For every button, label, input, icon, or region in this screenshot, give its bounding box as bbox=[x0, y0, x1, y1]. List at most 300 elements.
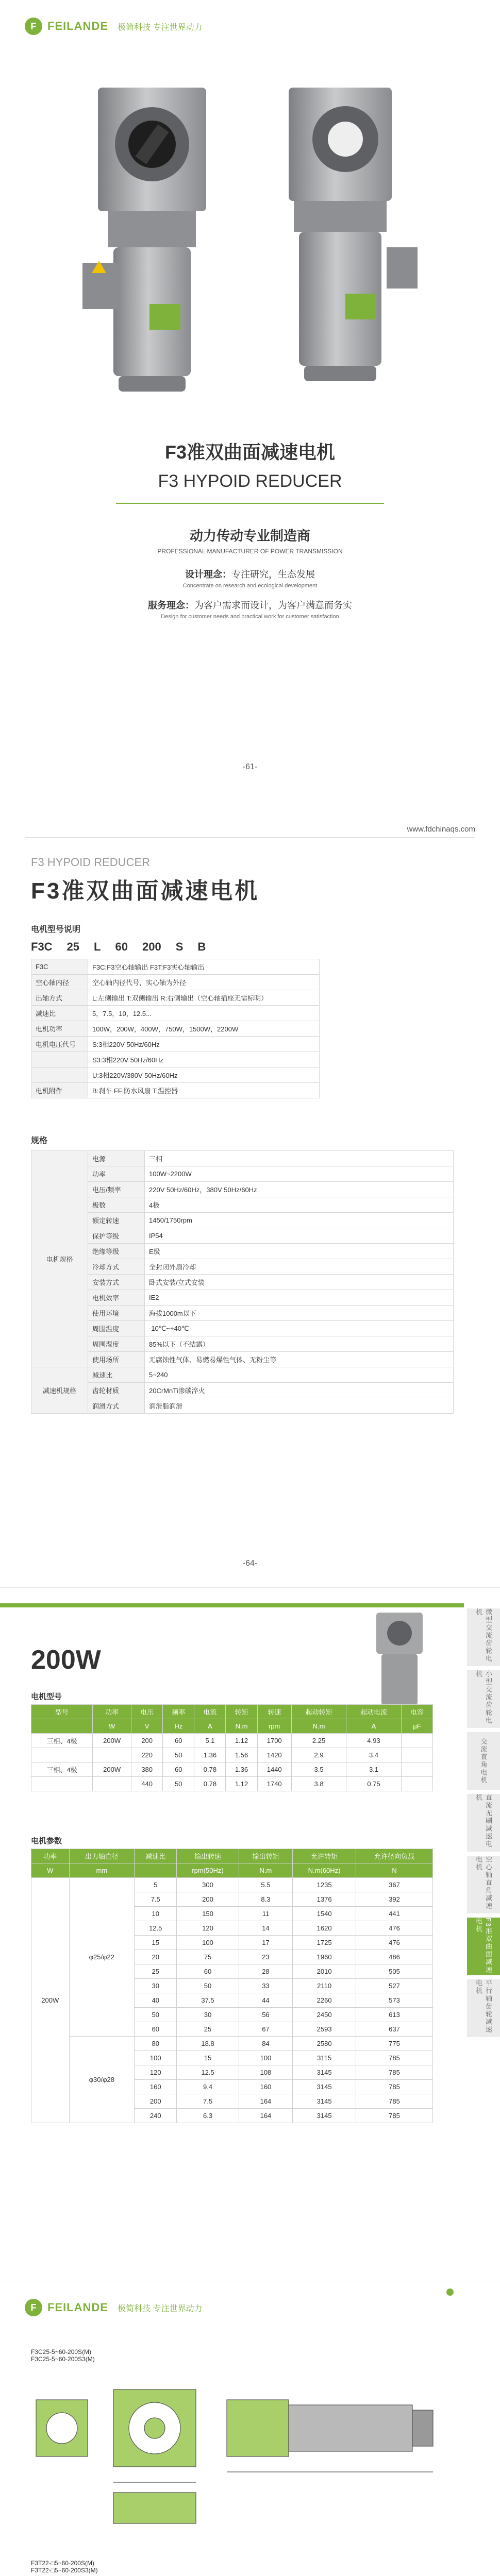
rating-cell: 60 bbox=[177, 1964, 239, 1979]
spec-row bbox=[31, 1306, 454, 1321]
side-tab-0[interactable]: 微型交流齿轮电机 bbox=[467, 1608, 500, 1666]
model-cell: 3.5 bbox=[291, 1762, 346, 1777]
model-col-unit: Hz bbox=[163, 1719, 194, 1734]
model-row bbox=[31, 1748, 433, 1762]
spec-row bbox=[31, 1259, 454, 1275]
spec-key: 润滑方式 bbox=[88, 1398, 145, 1414]
rating-cell: 30 bbox=[135, 1979, 177, 1993]
rating-cell: 28 bbox=[239, 1964, 292, 1979]
model-col-header: 转矩 bbox=[226, 1705, 257, 1719]
rating-cell: 775 bbox=[356, 2037, 433, 2051]
rating-cell: 5 bbox=[135, 1878, 177, 1892]
model-cell: 1.12 bbox=[226, 1777, 257, 1791]
rating-cell: 12.5 bbox=[135, 1921, 177, 1936]
rating-cell: 573 bbox=[356, 1993, 433, 2008]
model-cell bbox=[401, 1734, 432, 1748]
motor-right bbox=[289, 88, 418, 381]
model-cell: 1.36 bbox=[194, 1748, 226, 1762]
rating-cell: 486 bbox=[356, 1950, 433, 1964]
rating-cell: 67 bbox=[239, 2022, 292, 2037]
model-part: S bbox=[175, 940, 184, 953]
top-bar bbox=[0, 1603, 464, 1607]
service-key: 服务理念： bbox=[148, 600, 194, 611]
rating-cell: 200 bbox=[177, 1892, 239, 1907]
rating-cell: 2593 bbox=[293, 2022, 356, 2037]
rating-table bbox=[31, 1849, 433, 2123]
rating-cell: 120 bbox=[135, 2065, 177, 2080]
model-col-header: 型号 bbox=[31, 1705, 93, 1719]
spec-row bbox=[31, 1398, 454, 1414]
rating-col-header: 出力轴直径 bbox=[69, 1849, 135, 1863]
rating-cell: 108 bbox=[239, 2065, 292, 2080]
naming-desc: B:刹车 FF:防水风扇 T:温控器 bbox=[88, 1083, 320, 1098]
spec-row bbox=[31, 1244, 454, 1259]
drawing-page-1 bbox=[0, 2281, 500, 2576]
rating-shaft: φ30/φ28 bbox=[69, 2037, 135, 2123]
model-cell: 220 bbox=[131, 1748, 163, 1762]
naming-row bbox=[31, 1021, 320, 1037]
model-cell: 3.1 bbox=[346, 1762, 402, 1777]
naming-desc: 5，7.5，10，12.5... bbox=[88, 1006, 320, 1021]
naming-key: 空心轴内径 bbox=[31, 975, 88, 990]
rating-cell: 613 bbox=[356, 2008, 433, 2022]
spec-value: 海拔1000m以下 bbox=[145, 1306, 454, 1321]
page-title: F3准双曲面减速电机 bbox=[31, 878, 260, 904]
service-value: 为客户需求而设计，为客户满意而务实 bbox=[194, 600, 352, 611]
model-col-header: 功率 bbox=[93, 1705, 131, 1719]
rating-cell: 637 bbox=[356, 2022, 433, 2037]
rating-col-unit: W bbox=[31, 1863, 70, 1878]
spec-key: 电压/频率 bbox=[88, 1182, 145, 1197]
model-cell: 2.9 bbox=[291, 1748, 346, 1762]
model-cell: 200W bbox=[93, 1762, 131, 1777]
rating-cell: 80 bbox=[135, 2037, 177, 2051]
model-cell: 0.78 bbox=[194, 1777, 226, 1791]
naming-row bbox=[31, 1037, 320, 1052]
model-cell: 3.8 bbox=[291, 1777, 346, 1791]
spec-value: 220V 50Hz/60Hz，380V 50Hz/60Hz bbox=[145, 1182, 454, 1197]
brand-logo-icon: F bbox=[25, 2299, 42, 2316]
rating-page bbox=[0, 1588, 500, 2281]
side-tab-5[interactable]: F3准双曲面减速电机 bbox=[467, 1918, 500, 1975]
spec-key: 电机效率 bbox=[88, 1290, 145, 1306]
spec-value: 100W~2200W bbox=[145, 1166, 454, 1182]
naming-row bbox=[31, 1083, 320, 1098]
spec-row bbox=[31, 1383, 454, 1398]
rating-cell: 785 bbox=[356, 2051, 433, 2065]
rating-shaft: φ25/φ22 bbox=[69, 1878, 135, 2037]
model-cell: 0.75 bbox=[346, 1777, 402, 1791]
spec-key: 极数 bbox=[88, 1197, 145, 1213]
side-tab-1[interactable]: 小型交流齿轮电机 bbox=[467, 1670, 500, 1728]
drawing-1-model-b: F3C25-5~60-200S3(M) bbox=[31, 2355, 95, 2363]
rating-cell: 476 bbox=[356, 1936, 433, 1950]
rating-cell: 100 bbox=[177, 1936, 239, 1950]
motor-thumbnail bbox=[361, 1608, 438, 1711]
model-cell: 1700 bbox=[257, 1734, 291, 1748]
rating-col-unit: rpm(50Hz) bbox=[177, 1863, 239, 1878]
spec-row bbox=[31, 1275, 454, 1290]
naming-row bbox=[31, 990, 320, 1006]
rating-cell: 3145 bbox=[293, 2094, 356, 2109]
power-title: 200W bbox=[31, 1645, 101, 1675]
spec-row bbox=[31, 1213, 454, 1228]
rating-cell: 441 bbox=[356, 1907, 433, 1921]
spec-row bbox=[31, 1367, 454, 1383]
rating-col-header: 允许径向负载 bbox=[356, 1849, 433, 1863]
rating-cell: 50 bbox=[177, 1979, 239, 1993]
spec-value: 85%以下（不结露） bbox=[145, 1336, 454, 1352]
model-col-header: 起动转矩 bbox=[291, 1705, 346, 1719]
model-cell: 0.78 bbox=[194, 1762, 226, 1777]
spec-key: 安装方式 bbox=[88, 1275, 145, 1290]
rating-cell: 17 bbox=[239, 1936, 292, 1950]
website-url[interactable]: www.fdchinaqs.com bbox=[407, 825, 475, 834]
model-col-header: 电压 bbox=[131, 1705, 163, 1719]
spec-value: 全封闭外扇冷却 bbox=[145, 1259, 454, 1275]
naming-row bbox=[31, 959, 320, 975]
motor-product-image bbox=[57, 77, 438, 407]
rating-cell: 2260 bbox=[293, 1993, 356, 2008]
rating-cell: 10 bbox=[135, 1907, 177, 1921]
spec-label: 规格 bbox=[31, 1137, 48, 1145]
model-cell bbox=[93, 1748, 131, 1762]
cover-title-block bbox=[0, 438, 500, 504]
service-en: Design for customer needs and practical work for customer satisfaction bbox=[161, 614, 339, 620]
rating-cell: 2450 bbox=[293, 2008, 356, 2022]
naming-key: 减速比 bbox=[31, 1006, 88, 1021]
brand-header bbox=[25, 18, 202, 35]
spec-value: IP54 bbox=[145, 1228, 454, 1244]
naming-key: 电机附件 bbox=[31, 1083, 88, 1098]
model-col-header: 电流 bbox=[194, 1705, 226, 1719]
spec-value: 无腐蚀性气体、易燃易爆性气体、无粉尘等 bbox=[145, 1352, 454, 1367]
brand-header bbox=[25, 2299, 202, 2316]
title-divider bbox=[116, 503, 384, 504]
design-en: Concentrate on research and ecological development bbox=[182, 583, 318, 589]
brand-slogan: 极简科技 专注世界动力 bbox=[118, 23, 203, 32]
model-cell: 3.4 bbox=[346, 1748, 402, 1762]
naming-desc: L:左侧输出 T:双侧输出 R:右侧输出（空心轴插座无需标明） bbox=[88, 990, 320, 1006]
rating-cell: 14 bbox=[239, 1921, 292, 1936]
rating-cell: 785 bbox=[356, 2094, 433, 2109]
rating-cell: 100 bbox=[239, 2051, 292, 2065]
side-tab-6[interactable]: 平行轴齿轮减速电机 bbox=[467, 1979, 500, 2037]
spec-value: 润滑脂润滑 bbox=[145, 1398, 454, 1414]
side-tab-2[interactable]: 交流直角电机 bbox=[467, 1732, 500, 1790]
spec-row bbox=[31, 1228, 454, 1244]
rating-cell: 3145 bbox=[293, 2109, 356, 2123]
rating-cell: 300 bbox=[177, 1878, 239, 1892]
spec-value: 5~240 bbox=[145, 1367, 454, 1383]
spec-value: 4极 bbox=[145, 1197, 454, 1213]
model-cell: 60 bbox=[163, 1762, 194, 1777]
rating-cell: 8.3 bbox=[239, 1892, 292, 1907]
cover-title-en: F3 HYPOID REDUCER bbox=[158, 471, 342, 491]
spec-key: 绝缘等级 bbox=[88, 1244, 145, 1259]
model-head-row bbox=[31, 1705, 433, 1719]
naming-row bbox=[31, 975, 320, 990]
model-cell bbox=[31, 1777, 93, 1791]
side-tabs bbox=[467, 1608, 500, 2037]
rating-cell: 44 bbox=[239, 1993, 292, 2008]
model-cell bbox=[401, 1748, 432, 1762]
rating-cell: 9.4 bbox=[177, 2080, 239, 2094]
model-part: 25 bbox=[66, 940, 80, 953]
rating-cell: 3145 bbox=[293, 2065, 356, 2080]
rating-cell: 240 bbox=[135, 2109, 177, 2123]
model-col-header: 电容 bbox=[401, 1705, 432, 1719]
rating-cell: 50 bbox=[135, 2008, 177, 2022]
design-value: 专注研究，生态发展 bbox=[231, 569, 315, 580]
naming-row bbox=[31, 1052, 320, 1067]
eyebrow-en: F3 HYPOID REDUCER bbox=[31, 856, 151, 869]
spec-row bbox=[31, 1321, 454, 1336]
rating-cell: 392 bbox=[356, 1892, 433, 1907]
brand-slogan: 极简科技 专注世界动力 bbox=[118, 2304, 203, 2313]
rating-col-unit: N.m(60Hz) bbox=[293, 1863, 356, 1878]
model-cell: 50 bbox=[163, 1777, 194, 1791]
rating-cell: 75 bbox=[177, 1950, 239, 1964]
naming-desc: 空心轴内径代号，实心轴为外径 bbox=[88, 975, 320, 990]
model-col-unit: N.m bbox=[226, 1719, 257, 1734]
model-col-unit: N.m bbox=[291, 1719, 346, 1734]
rating-cell: 15 bbox=[135, 1936, 177, 1950]
rating-cell: 7.5 bbox=[135, 1892, 177, 1907]
model-cell: 440 bbox=[131, 1777, 163, 1791]
spec-key: 齿轮材质 bbox=[88, 1383, 145, 1398]
model-cell: 200W bbox=[93, 1734, 131, 1748]
side-tab-3[interactable]: 直流无刷减速电机 bbox=[467, 1794, 500, 1852]
header-rule bbox=[25, 837, 475, 838]
model-cell bbox=[31, 1748, 93, 1762]
rating-cell: 1620 bbox=[293, 1921, 356, 1936]
rating-cell: 33 bbox=[239, 1979, 292, 1993]
rating-col-header: 功率 bbox=[31, 1849, 70, 1863]
rating-cell: 1725 bbox=[293, 1936, 356, 1950]
spec-row bbox=[31, 1352, 454, 1367]
cover-tagline-block bbox=[0, 526, 500, 620]
spec-value: E级 bbox=[145, 1244, 454, 1259]
rating-cell: 150 bbox=[177, 1907, 239, 1921]
rating-cell: 60 bbox=[135, 2022, 177, 2037]
naming-key: 出轴方式 bbox=[31, 990, 88, 1006]
spec-key: 电源 bbox=[88, 1151, 145, 1166]
rating-cell: 200 bbox=[135, 2094, 177, 2109]
rating-col-unit bbox=[135, 1863, 177, 1878]
spec-key: 使用场所 bbox=[88, 1352, 145, 1367]
model-cell bbox=[401, 1762, 432, 1777]
rating-cell: 11 bbox=[239, 1907, 292, 1921]
rating-cell: 30 bbox=[177, 2008, 239, 2022]
naming-row bbox=[31, 1006, 320, 1021]
model-col-unit bbox=[31, 1719, 93, 1734]
rating-cell: 1960 bbox=[293, 1950, 356, 1964]
rating-cell: 23 bbox=[239, 1950, 292, 1964]
brand-name: FEILANDE bbox=[47, 2301, 108, 2314]
drawing-2-model-a: F3T22-□5~60-200S(M) bbox=[31, 2560, 94, 2567]
model-cell: 1740 bbox=[257, 1777, 291, 1791]
spec-value: IE2 bbox=[145, 1290, 454, 1306]
rating-cell: 476 bbox=[356, 1921, 433, 1936]
model-col-unit: rpm bbox=[257, 1719, 291, 1734]
model-cell: 1420 bbox=[257, 1748, 291, 1762]
model-cell: 2.25 bbox=[291, 1734, 346, 1748]
spec-value: 卧式安装/立式安装 bbox=[145, 1275, 454, 1290]
rating-power: 200W bbox=[31, 1878, 70, 2123]
naming-desc: S3:3相220V 50Hz/60Hz bbox=[88, 1052, 320, 1067]
rating-row bbox=[31, 1878, 433, 1892]
model-part: 60 bbox=[115, 940, 128, 953]
model-col-unit: A bbox=[194, 1719, 226, 1734]
rating-cell: 1376 bbox=[293, 1892, 356, 1907]
model-cell: 1.36 bbox=[226, 1762, 257, 1777]
model-cell: 60 bbox=[163, 1734, 194, 1748]
rating-row bbox=[31, 2037, 433, 2051]
rating-col-unit: N.m bbox=[239, 1863, 292, 1878]
rating-cell: 15 bbox=[177, 2051, 239, 2065]
model-cell: 三相、4极 bbox=[31, 1762, 93, 1777]
model-unit-row bbox=[31, 1719, 433, 1734]
spec-key: 周围温度 bbox=[88, 1321, 145, 1336]
spec-row bbox=[31, 1197, 454, 1213]
page-number: -61- bbox=[242, 762, 258, 771]
rating-cell: 785 bbox=[356, 2065, 433, 2080]
brand-logo-icon: F bbox=[25, 18, 42, 35]
design-key: 设计理念： bbox=[185, 569, 231, 580]
page-number: -64- bbox=[242, 1559, 258, 1568]
naming-desc: 100W，200W，400W，750W，1500W，2200W bbox=[88, 1021, 320, 1037]
rating-cell: 100 bbox=[135, 2051, 177, 2065]
spec-table bbox=[31, 1150, 454, 1414]
design-line bbox=[0, 567, 500, 581]
rating-cell: 2110 bbox=[293, 1979, 356, 1993]
naming-key bbox=[31, 1052, 88, 1067]
spec-key: 冷却方式 bbox=[88, 1259, 145, 1275]
naming-key: 电机功率 bbox=[31, 1021, 88, 1037]
rating-cell: 56 bbox=[239, 2008, 292, 2022]
model-part: L bbox=[94, 940, 101, 953]
dimension-drawing-1 bbox=[21, 2369, 474, 2544]
spec-row bbox=[31, 1336, 454, 1352]
rating-unit-row bbox=[31, 1863, 433, 1878]
rating-cell: 785 bbox=[356, 2109, 433, 2123]
naming-key: F3C bbox=[31, 959, 88, 975]
model-cell: 5.1 bbox=[194, 1734, 226, 1748]
rating-cell: 785 bbox=[356, 2080, 433, 2094]
rating-col-header: 输出转矩 bbox=[239, 1849, 292, 1863]
rating-cell: 25 bbox=[135, 1964, 177, 1979]
side-tab-4[interactable]: 空心轴直角减速电机 bbox=[467, 1856, 500, 1913]
model-cell: 380 bbox=[131, 1762, 163, 1777]
rating-cell: 3115 bbox=[293, 2051, 356, 2065]
rating-cell: 1235 bbox=[293, 1878, 356, 1892]
rating-cell: 40 bbox=[135, 1993, 177, 2008]
spec-key: 减速比 bbox=[88, 1367, 145, 1383]
rating-cell: 120 bbox=[177, 1921, 239, 1936]
drawing-2-model-b: F3T22-□5~60-200S3(M) bbox=[31, 2567, 98, 2574]
model-col-unit: μF bbox=[401, 1719, 432, 1734]
model-cell: 1.12 bbox=[226, 1734, 257, 1748]
rating-cell: 20 bbox=[135, 1950, 177, 1964]
spec-key: 保护等级 bbox=[88, 1228, 145, 1244]
rating-cell: 505 bbox=[356, 1964, 433, 1979]
model-cell: 三相、4极 bbox=[31, 1734, 93, 1748]
naming-table bbox=[31, 959, 320, 1098]
model-row bbox=[31, 1734, 433, 1748]
model-part: F3C bbox=[31, 940, 53, 953]
model-cell: 50 bbox=[163, 1748, 194, 1762]
rating-col-unit: N bbox=[356, 1863, 433, 1878]
naming-label: 电机型号说明 bbox=[31, 925, 81, 934]
rating-cell: 12.5 bbox=[177, 2065, 239, 2080]
spec-key: 功率 bbox=[88, 1166, 145, 1182]
tagline-en: PROFESSIONAL MANUFACTURER OF POWER TRANSMISSION bbox=[157, 548, 343, 555]
rating-col-header: 输出转速 bbox=[177, 1849, 239, 1863]
model-col-header: 频率 bbox=[163, 1705, 194, 1719]
rating-col-header: 减速比 bbox=[135, 1849, 177, 1863]
rating-cell: 2580 bbox=[293, 2037, 356, 2051]
model-cell: 1440 bbox=[257, 1762, 291, 1777]
spec-row bbox=[31, 1151, 454, 1166]
section-b-label: 电机参数 bbox=[31, 1837, 62, 1845]
rating-cell: 527 bbox=[356, 1979, 433, 1993]
naming-desc: F3C:F3空心轴输出 F3T:F3实心轴输出 bbox=[88, 959, 320, 975]
model-cell bbox=[401, 1777, 432, 1791]
model-part: 200 bbox=[142, 940, 161, 953]
spec-row bbox=[31, 1290, 454, 1306]
model-col-header: 起动电流 bbox=[346, 1705, 402, 1719]
model-cell bbox=[93, 1777, 131, 1791]
rating-cell: 2010 bbox=[293, 1964, 356, 1979]
naming-row bbox=[31, 1067, 320, 1083]
rating-cell: 1540 bbox=[293, 1907, 356, 1921]
rating-cell: 160 bbox=[135, 2080, 177, 2094]
rating-cell: 367 bbox=[356, 1878, 433, 1892]
model-table bbox=[31, 1704, 433, 1791]
naming-key: 电机电压代号 bbox=[31, 1037, 88, 1052]
spec-key: 周围湿度 bbox=[88, 1336, 145, 1352]
spec-value: 1450/1750rpm bbox=[145, 1213, 454, 1228]
rating-cell: 164 bbox=[239, 2094, 292, 2109]
cover-page bbox=[0, 0, 500, 804]
corner-dot bbox=[446, 2289, 454, 2296]
naming-key bbox=[31, 1067, 88, 1083]
model-col-unit: A bbox=[346, 1719, 402, 1734]
drawing-1-model-a: F3C25-5~60-200S(M) bbox=[31, 2348, 92, 2355]
brand-name: FEILANDE bbox=[47, 20, 108, 32]
drawing-2-label bbox=[31, 2560, 98, 2574]
model-cell: 200 bbox=[131, 1734, 163, 1748]
motor-left bbox=[82, 88, 206, 392]
rating-cell: 25 bbox=[177, 2022, 239, 2037]
spec-value: 20CrMnTi渗碳淬火 bbox=[145, 1383, 454, 1398]
drawing-1-label bbox=[31, 2348, 95, 2363]
spec-row bbox=[31, 1182, 454, 1197]
spec-group: 减速机规格 bbox=[31, 1367, 88, 1414]
model-row bbox=[31, 1777, 433, 1791]
section-a-label: 电机型号 bbox=[31, 1692, 62, 1701]
model-col-unit: V bbox=[131, 1719, 163, 1734]
model-col-header: 转速 bbox=[257, 1705, 291, 1719]
model-part: B bbox=[197, 940, 206, 953]
spec-row bbox=[31, 1166, 454, 1182]
model-row bbox=[31, 1762, 433, 1777]
model-col-unit: W bbox=[93, 1719, 131, 1734]
rating-cell: 7.5 bbox=[177, 2094, 239, 2109]
model-code bbox=[31, 940, 206, 954]
rating-cell: 5.5 bbox=[239, 1878, 292, 1892]
